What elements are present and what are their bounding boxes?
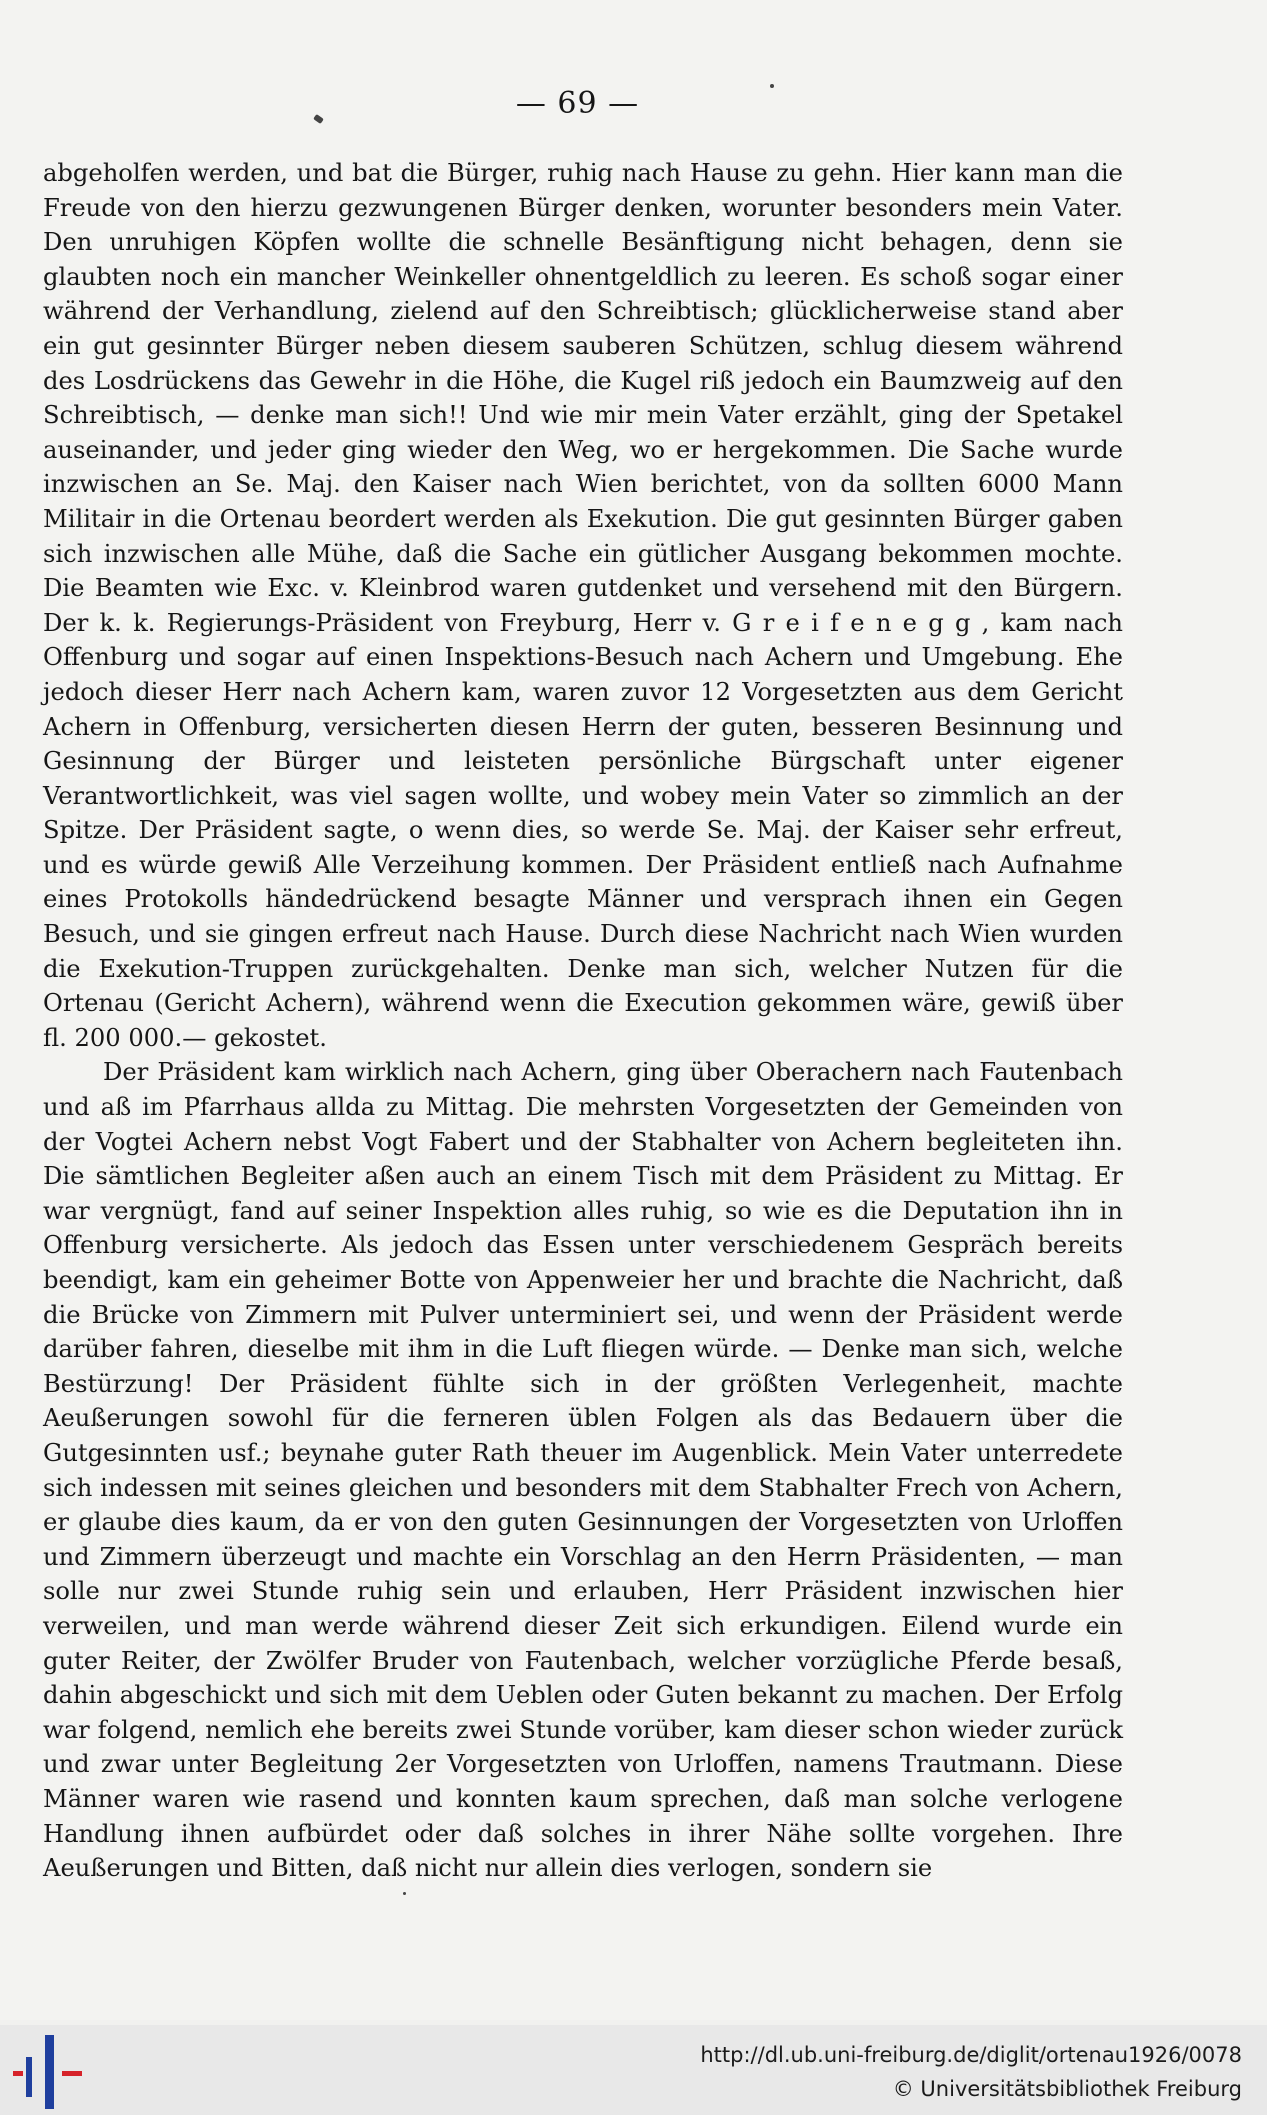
scan-speck: [770, 84, 774, 88]
paragraph: abgeholfen werden, und bat die Bürger, ruhig nach Hause zu gehn. Hier kann man die Freude von den hierzu gezwungenen Bürger denken, worunter besonders mein Vater. Den unruhigen Köpfen wollte die schnelle Besänftigung nicht behagen, denn sie glaubten noch ein mancher Weinkeller ohnentgeldlich zu leeren. Es schoß sogar einer während der Verhandlung, zielend auf den Schreibtisch; glücklicherweise stand aber ein gut gesinnter Bürger neben diesem sauberen Schützen, schlug diesem während des Losdrückens das Gewehr in die Höhe, die Kugel riß jedoch ein Baumzweig auf den Schreibtisch, — denke man sich!! Und wie mir mein Vater erzählt, ging der Spetakel auseinander, und jeder ging wieder den Weg, wo er hergekommen. Die Sache wurde inzwischen an Se. Maj. den Kaiser nach Wien berichtet, von da sollten 6000 Mann Militair in die Ortenau beordert werden als Exekution. Die gut gesinnten Bürger gaben sich inzwischen alle Mühe, daß die Sache ein gütlicher Ausgang bekommen mochte. Die Beamten wie Exc. v. Kleinbrod waren gutdenket und versehend mit den Bürgern. Der k. k. Regierungs-Präsident von Freyburg, Herr v. G r e i f e n e g g , kam nach Offenburg und sogar auf einen Inspektions-Besuch nach Achern und Umgebung. Ehe jedoch dieser Herr nach Achern kam, waren zuvor 12 Vorgesetzten aus dem Gericht Achern in Offenburg, versicherten diesen Herrn der guten, besseren Besinnung und Gesinnung der Bürger und leisteten persönliche Bürgschaft unter eigener Verantwortlichkeit, was viel sagen wollte, und wobey mein Vater so zimmlich an der Spitze. Der Präsident sagte, o wenn dies, so werde Se. Maj. der Kaiser sehr erfreut, und es würde gewiß Alle Verzeihung kommen. Der Präsident entließ nach Aufnahme eines Protokolls händedrückend besagte Männer und versprach ihnen ein Gegen Besuch, und sie gingen erfreut nach Hause. Durch diese Nachricht nach Wien wurden die Exekution-Truppen zurückgehalten. Denke man sich, welcher Nutzen für die Ortenau (Gericht Achern), während wenn die Execution gekommen wäre, gewiß über fl. 200 000.— gekostet.: [43, 159, 1123, 1052]
university-library-logo: [12, 2033, 82, 2111]
page-number: — 69 —: [515, 86, 640, 121]
paragraph: Der Präsident kam wirklich nach Achern, ging über Oberachern nach Fautenbach und aß im Pfarrhaus allda zu Mittag. Die mehrsten Vorgesetzten der Gemeinden von der Vogtei Achern nebst Vogt Fabert und der Stabhalter von Achern begleiteten ihn. Die sämtlichen Begleiter aßen auch an einem Tisch mit dem Präsident zu Mittag. Er war vergnügt, fand auf seiner Inspektion alles ruhig, so wie es die Deputation ihn in Offenburg versicherte. Als jedoch das Essen unter verschiedenem Gespräch bereits beendigt, kam ein geheimer Botte von Appenweier her und brachte die Nachricht, daß die Brücke von Zimmern mit Pulver unterminiert sei, und wenn der Präsident werde darüber fahren, dieselbe mit ihm in die Luft fliegen würde. — Denke man sich, welche Bestürzung! Der Präsident fühlte sich in der größten Verlegenheit, machte Aeußerungen sowohl für die ferneren üblen Folgen als das Bedauern über die Gutgesinnten usf.; beynahe guter Rath theuer im Augenblick. Mein Vater unterredete sich indessen mit seines gleichen und besonders mit dem Stabhalter Frech von Achern, er glaube dies kaum, da er von den guten Gesinnungen der Vorgesetzten von Urloffen und Zimmern überzeugt und machte ein Vorschlag an den Herrn Präsidenten, — man solle nur zwei Stunde ruhig sein und erlauben, Herr Präsident inzwischen hier verweilen, und man werde während dieser Zeit sich erkundigen. Eilend wurde ein guter Reiter, der Zwölfer Bruder von Fautenbach, welcher vorzügliche Pferde besaß, dahin abgeschickt und sich mit dem Ueblen oder Guten bekannt zu machen. Der Erfolg war folgend, nemlich ehe bereits zwei Stunde vorüber, kam dieser schon wieder zurück und zwar unter Begleitung 2er Vorgesetzten von Urloffen, namens Trautmann. Diese Männer waren wie rasend und konnten kaum sprechen, daß man solche verlogene Handlung ihnen aufbürdet oder daß solches in ihrer Nähe sollte vorgehen. Ihre Aeußerungen und Bitten, daß nicht nur allein dies verlogen, sondern sie: [43, 1058, 1123, 1883]
footer-copyright: © Universitätsbibliothek Freiburg: [892, 2077, 1242, 2101]
scan-speck: [403, 1892, 406, 1895]
footer-url-link[interactable]: http://dl.ub.uni-freiburg.de/diglit/ortenau1926/0078: [700, 2043, 1242, 2067]
footer-bar: [0, 2025, 1267, 2115]
body-text: [43, 156, 1123, 1886]
